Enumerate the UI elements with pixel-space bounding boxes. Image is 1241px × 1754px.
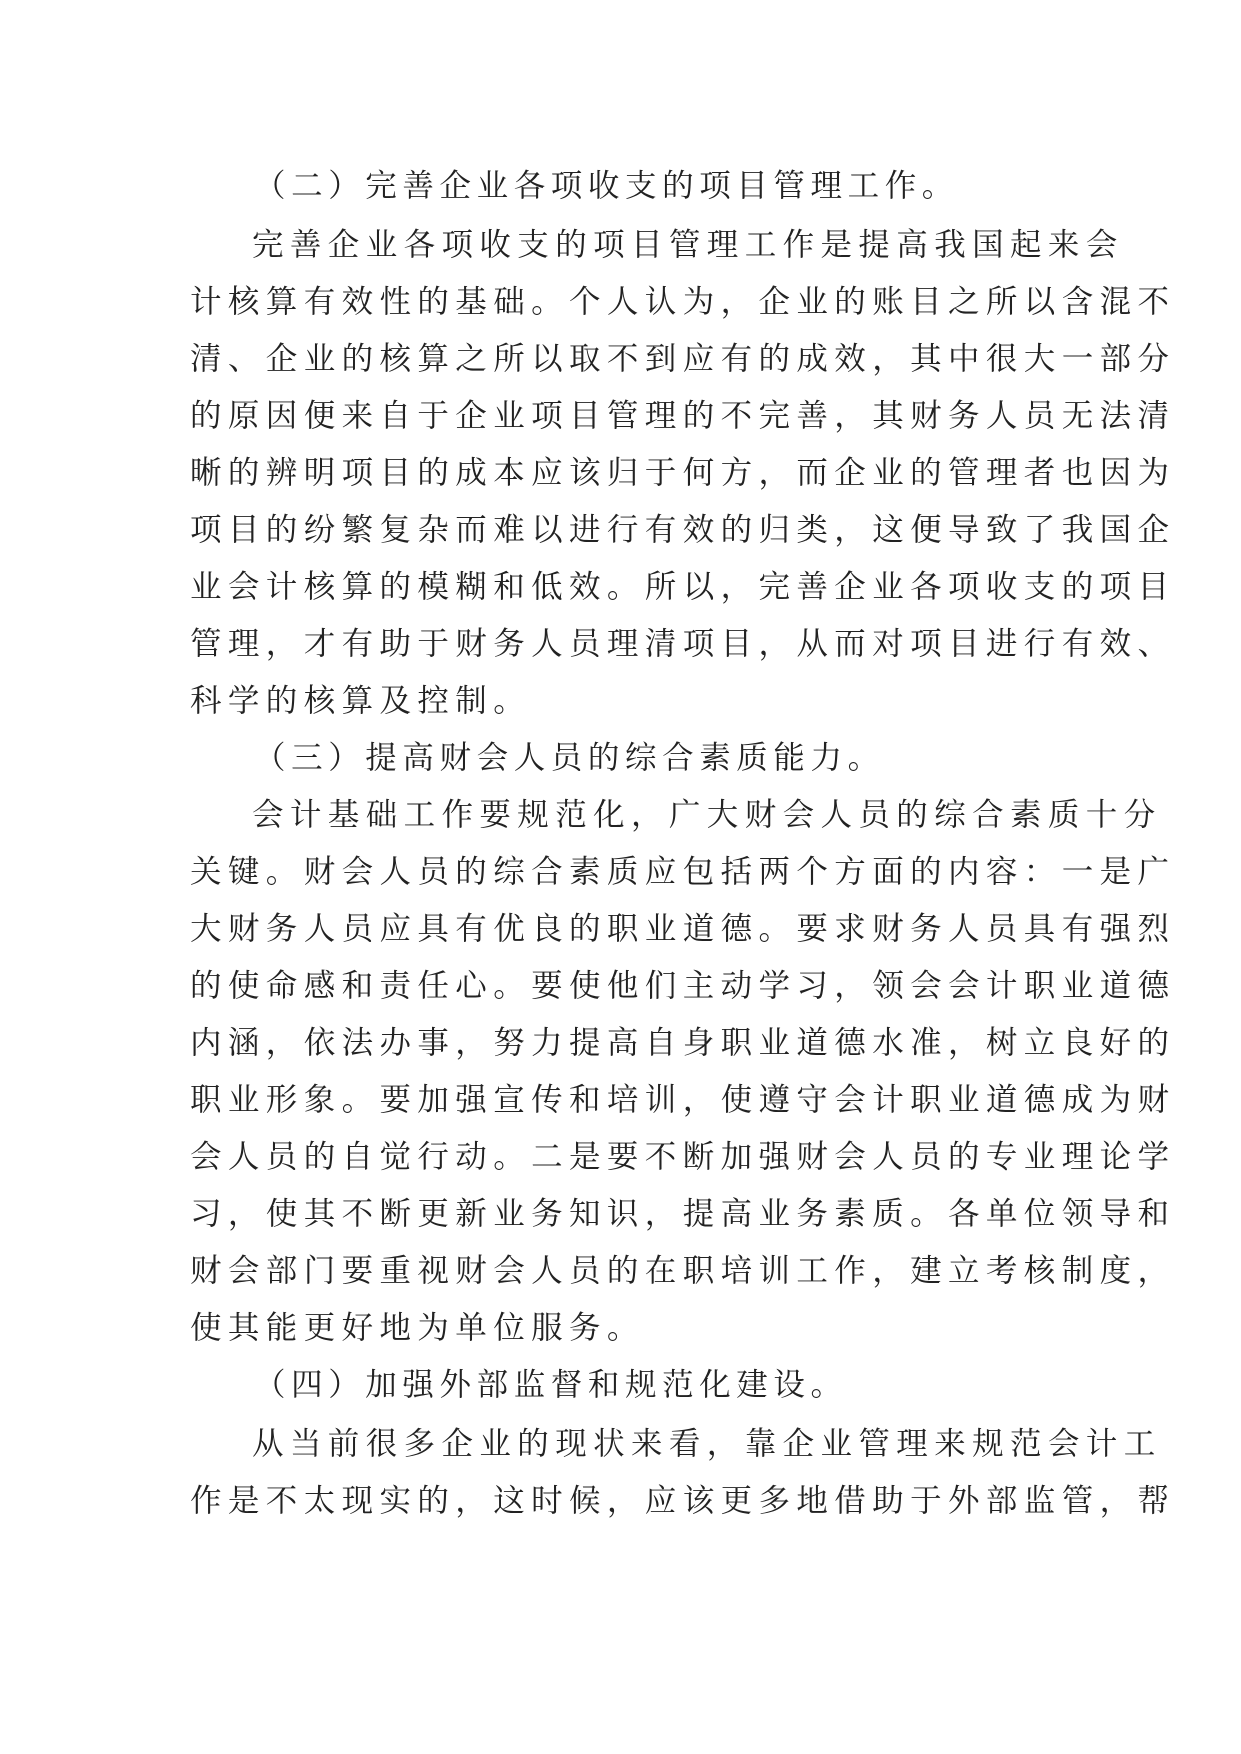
paragraph-line: 作是不太现实的，这时候，应该更多地借助于外部监管，帮	[190, 1483, 1176, 1519]
paragraph-line: 关键。财会人员的综合素质应包括两个方面的内容：一是广	[190, 854, 1176, 890]
paragraph-line: 晰的辨明项目的成本应该归于何方，而企业的管理者也因为	[190, 455, 1176, 491]
paragraph-line: 使其能更好地为单位服务。	[190, 1310, 645, 1346]
paragraph-line: 会人员的自觉行动。二是要不断加强财会人员的专业理论学	[190, 1139, 1176, 1175]
paragraph-line: 职业形象。要加强宣传和培训，使遵守会计职业道德成为财	[190, 1082, 1176, 1118]
paragraph-line: 项目的纷繁复杂而难以进行有效的归类，这便导致了我国企	[190, 512, 1176, 548]
paragraph-line: 管理，才有助于财务人员理清项目，从而对项目进行有效、	[190, 626, 1176, 662]
paragraph-line: 科学的核算及控制。	[190, 683, 532, 719]
paragraph-line: 业会计核算的模糊和低效。所以，完善企业各项收支的项目	[190, 569, 1176, 605]
paragraph-line: 从当前很多企业的现状来看，靠企业管理来规范会计工	[252, 1426, 1162, 1462]
paragraph-line: 大财务人员应具有优良的职业道德。要求财务人员具有强烈	[190, 911, 1176, 947]
section-heading-3: （三）提高财会人员的综合素质能力。	[254, 740, 885, 776]
paragraph-line: 内涵，依法办事，努力提高自身职业道德水准，树立良好的	[190, 1025, 1176, 1061]
paragraph-line: 完善企业各项收支的项目管理工作是提高我国起来会	[252, 227, 1124, 263]
paragraph-line: 清、企业的核算之所以取不到应有的成效，其中很大一部分	[190, 341, 1176, 377]
paragraph-line: 财会部门要重视财会人员的在职培训工作，建立考核制度，	[190, 1253, 1176, 1289]
paragraph-line: 的使命感和责任心。要使他们主动学习，领会会计职业道德	[190, 968, 1176, 1004]
section-heading-4: （四）加强外部监督和规范化建设。	[254, 1367, 848, 1403]
paragraph-line: 会计基础工作要规范化，广大财会人员的综合素质十分	[252, 797, 1162, 833]
section-heading-2: （二）完善企业各项收支的项目管理工作。	[254, 168, 959, 204]
paragraph-line: 计核算有效性的基础。个人认为，企业的账目之所以含混不	[190, 284, 1176, 320]
paragraph-line: 习，使其不断更新业务知识，提高业务素质。各单位领导和	[190, 1196, 1176, 1232]
paragraph-line: 的原因便来自于企业项目管理的不完善，其财务人员无法清	[190, 398, 1176, 434]
